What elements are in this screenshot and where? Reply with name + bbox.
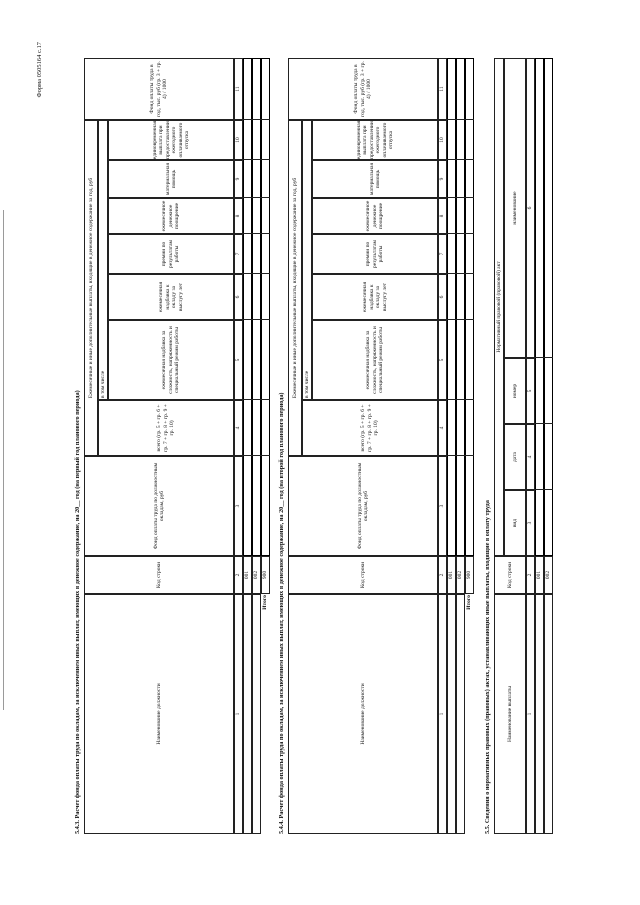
s1-num: 4 [234,400,243,456]
s1-h-salary: Фонд оплаты труда по должностным окладам, руб [84,456,234,556]
section-2-title: 5.4.4. Расчет фонда оплаты труда по окладам, за исключением иных выплат, имеющих в денежное содержание, на 20__ год (на второй год планового периода) [278,392,285,834]
s3-h-payment: Наименование выплаты [494,594,526,834]
s2-h-c5: ежемесячная надбавка за сложность, напряженность и специальный режим работы [312,320,438,400]
s1-h-total: всего (гр. 5 + гр. 6 + гр. 7 + гр. 8 + гр. 9 + гр. 10) [98,400,234,456]
s2-row-code: 002 [456,556,465,594]
table-row [243,58,252,556]
s1-num: 9 [234,160,243,198]
s3-h-number: номер [504,358,526,424]
s2-total-code: 900 [465,556,474,594]
s2-total-label: Итого [466,595,473,610]
table-row [252,594,261,834]
s1-num: 11 [234,58,243,120]
table-row [447,594,456,834]
s2-num: 8 [438,198,447,234]
s2-row-code: 001 [447,556,456,594]
s1-h-c8: ежемесячное денежное поощрение [108,198,234,234]
s2-num: 1 [438,594,447,834]
table-row [535,58,544,556]
s2-h-c6: ежемесячная надбавка к окладу за выслугу лет [312,274,438,320]
s1-h-c10: единовременная выплата при предоставлении ежегодного оплачиваемого отпуска [108,120,234,160]
table-row [447,58,456,556]
s3-num: 4 [526,424,535,490]
s2-h-group: Ежемесячные и иные дополнительные выплаты, входящие в денежное содержание за год, руб [288,120,302,456]
s3-num: 3 [526,490,535,556]
table-row [252,58,261,556]
s1-num: 8 [234,198,243,234]
s1-num: 5 [234,320,243,400]
rotated-form [36,38,626,838]
table-row [261,58,270,556]
table-row [544,58,553,556]
s2-num: 7 [438,234,447,274]
s2-num: 6 [438,274,447,320]
s3-num: 5 [526,358,535,424]
section-1-title: 5.4.3. Расчет фонда оплаты труда по окладам, за исключением иных выплат, имеющих в денежное содержание, на 20__ год (на первый год планового периода) [74,390,81,834]
s2-num: 10 [438,120,447,160]
s2-num: 11 [438,58,447,120]
s1-h-position: Наименование должности [84,594,234,834]
s1-h-incl: в том числе [98,120,108,400]
s2-h-salary: Фонд оплаты труда по должностным окладам, руб [288,456,438,556]
s1-num: 1 [234,594,243,834]
table-row [243,594,252,834]
s3-num: 1 [526,594,535,834]
s3-h-act: Нормативный правовой (правовой) акт [494,58,504,556]
s1-h-c9: материальная помощь [108,160,234,198]
table-row [535,594,544,834]
s2-num: 3 [438,456,447,556]
s3-h-code: Код строки [494,556,526,594]
s2-num: 4 [438,400,447,456]
s1-num: 6 [234,274,243,320]
s2-h-c7: премии по результатам работы [312,234,438,274]
s2-h-c10: единовременная выплата при предоставлении ежегодного оплачиваемого отпуска [312,120,438,160]
s1-h-c5: ежемесячная надбавка за сложность, напряженность и специальный режим работы [108,320,234,400]
s2-h-total: всего (гр. 5 + гр. 6 + гр. 7 + гр. 8 + гр. 9 + гр. 10) [302,400,438,456]
s3-num: 2 [526,556,535,594]
s1-h-code: Код строки [84,556,234,594]
s1-h-c7: премии по результатам работы [108,234,234,274]
s3-h-date: дата [504,424,526,490]
s2-h-c11: Фонд оплаты труда в год, тыс. руб (гр. 3 + гр. 4) / 1000 [288,58,438,120]
s1-h-c6: ежемесячная надбавка к окладу за выслугу лет [108,274,234,320]
scan-edge-line [3,210,4,710]
s3-h-kind: вид [504,490,526,556]
table-row [456,58,465,556]
table-row [456,594,465,834]
s1-num: 10 [234,120,243,160]
s1-h-c11: Фонд оплаты труда в год, тыс. руб (гр. 3 + гр. 4) / 1000 [84,58,234,120]
s1-total-code: 900 [261,556,270,594]
s1-h-group: Ежемесячные и иные дополнительные выплаты, входящие в денежное содержание за год, руб [84,120,98,456]
form-code: Форма 0505164 с.17 [36,42,43,98]
s1-row-code: 001 [243,556,252,594]
table-row [544,594,553,834]
s2-h-code: Код строки [288,556,438,594]
s1-row-code: 002 [252,556,261,594]
s2-h-position: Наименование должности [288,594,438,834]
s2-h-c9: материальная помощь [312,160,438,198]
s1-num: 3 [234,456,243,556]
s2-h-c8: ежемесячное денежное поощрение [312,198,438,234]
section-3-title: 5.5. Сведения о нормативных правовых (правовых) актах, устанавливающих иные выплаты, входящие в оплату труда [484,500,491,834]
s2-h-incl: в том числе [302,120,312,400]
s1-total-label: Итого [262,595,269,610]
s3-row-code: 001 [535,556,544,594]
s1-num: 7 [234,234,243,274]
s2-num: 5 [438,320,447,400]
table-row [465,58,474,556]
s1-num: 2 [234,556,243,594]
s3-h-name: наименование [504,58,526,358]
s3-num: 6 [526,58,535,358]
s3-row-code: 002 [544,556,553,594]
s2-num: 2 [438,556,447,594]
s2-num: 9 [438,160,447,198]
